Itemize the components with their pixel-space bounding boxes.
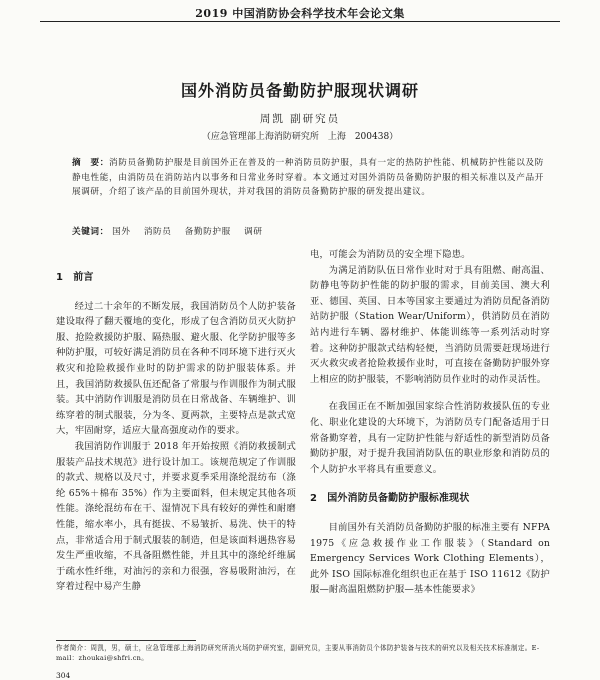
keyword: 调研 (244, 227, 263, 237)
section-1-heading: 1 前言 (56, 272, 94, 283)
footnote-rule (56, 640, 196, 641)
abstract-label: 摘 要： (72, 158, 110, 168)
keyword: 国外 (112, 227, 131, 237)
paragraph: 目前国外有关消防员备勤防护服的标准主要有 NFPA 1975《应急救援作业工作服装》（Standard on Emergency Services Work Clothing Elements），此外 ISO 国际标准化组织也正在基于 ISO 11612《防护服—耐高温阻燃防护服—基本性能要求》 (310, 521, 550, 596)
page-number: 304 (56, 671, 71, 680)
running-header: 2019 中国消防协会科学技术年会论文集 (195, 7, 405, 20)
keywords-label: 关键词： (72, 227, 109, 237)
affiliation: （应急管理部上海消防研究所 上海 200438） (201, 132, 399, 142)
section-2-heading: 2 国外消防员备勤防护服标准现状 (310, 493, 470, 505)
keyword: 消防员 (143, 227, 172, 237)
abstract-text: 消防员备勤防护服是目前国外正在普及的一种消防员防护服，具有一定的热防护性能、机械防护性能以及防静电性能，由消防员在消防站内以事务和日常业务时穿着。本文通过对国外消防员备勤防护服的相关标准以及产品开展调研，介绍了该产品的目前国外现状，并对我国的消防员备勤防护服的研发提出建议。 (72, 158, 544, 197)
header-rule (40, 21, 560, 22)
paragraph: 我国消防作训服于 2018 年开始按照《消防救援制式服装产品技术规范》进行设计加工。该规范规定了作训服的款式、规格以及尺寸，并要求夏季采用涤纶混纺布（涤纶 65%＋棉布 35%）作为主要面料，但未规定其他各项性能。涤纶混纺布在干、湿情况下具有较好的弹性和耐磨性能，缩水率小，具有挺拔、不易皱折、易洗、快干的特点，非常适合用于制式服装的制造，但是该面料遇热容易发生严重收缩，不具备阻燃性能，并且其中的涤纶纤维属于疏水性纤维，对油污的亲和力很强，容易吸附油污，在穿着过程中易产生静 (56, 440, 296, 593)
left-column (56, 263, 296, 595)
paragraph: 为满足消防队伍日常作业时对于具有阻燃、耐高温、防静电等防护性能的防护服的需求，目前美国、澳大利亚、德国、英国、日本等国家主要通过为消防员配备消防站防护服（Station Wear/Uniform），供消防员在消防站内进行车辆、器材维护、体能训练等一系列活动时穿着。这种防护服款式结构轻便，当消防员需要赶现场进行灭火救灾或者抢险救援作业时，可直接在备勤防护服外穿上相应的防护服装，不影响消防员作业时的动作灵活性。 (310, 264, 550, 385)
keyword: 备勤防护服 (184, 227, 231, 237)
footnote: 作者简介：周凯，男，硕士，应急管理部上海消防研究所消火场防护研究室，副研究员，主要从事消防员个体防护装备与技术的研究以及相关技术标准制定。E-mail：zhoukai@shfri.cn。 (56, 644, 540, 662)
abstract (72, 156, 544, 200)
keywords (72, 225, 544, 237)
paragraph: 在我国正在不断加强国家综合性消防救援队伍的专业化、职业化建设的大环境下，为消防员专门配备适用于日常备勤穿着，具有一定防护性能与舒适性的新型消防员备勤防护服，对于提升我国消防队伍的职业形象和消防员的个人防护水平将具有重要意义。 (310, 401, 550, 475)
right-column (310, 247, 550, 598)
paragraph-continuation: 电，可能会为消防员的安全埋下隐患。 (310, 249, 471, 260)
paper-title: 国外消防员备勤防护服现状调研 (180, 81, 419, 100)
paragraph: 经过二十余年的不断发展，我国消防员个人防护装备建设取得了翻天覆地的变化，形成了包含消防员灭火防护服、抢险救援防护服、隔热服、避火服、化学防护服等多种防护服，可较好满足消防员在各种不同环境下进行灭火救灾和抢险救援作业时的防护需求的防护服装体系。并且，我国消防救援队伍还配备了常服与作训服作为制式服装。其中消防作训服是消防员在日常战备、车辆维护、训练穿着的制式服装，分为冬、夏两款，主要特点是款式宽大，牢固耐穿，适应大量高强度动作的要求。 (56, 300, 296, 437)
author: 周凯 副研究员 (259, 113, 341, 125)
